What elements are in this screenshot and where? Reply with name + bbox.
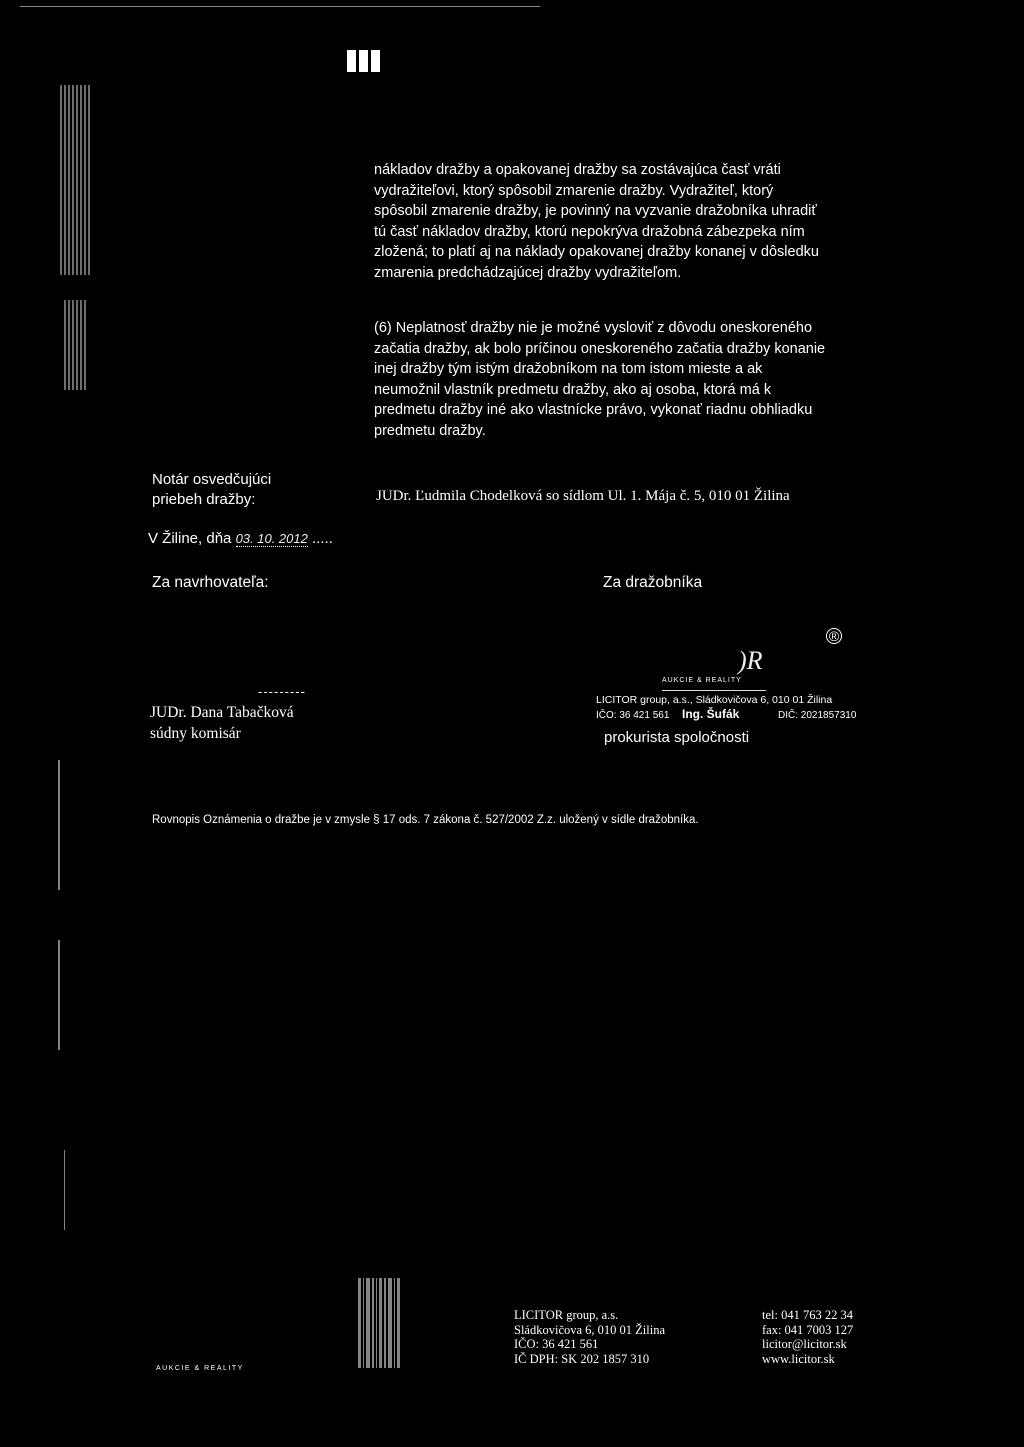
paragraph-costs	[374, 160, 874, 283]
paragraph-line: začatia dražby, ak bolo príčinou oneskoreného začatia dražby konanie	[374, 340, 826, 357]
proposer-role: súdny komisár	[150, 725, 241, 742]
paragraph-line: spôsobil zmarenie dražby, je povinný na vyzvanie dražobníka uhradiť	[374, 203, 817, 219]
paragraph-line: neumožnil vlastník predmetu dražby, ako aj osoba, ktorá má k	[374, 381, 772, 398]
auctioneer-label: Za dražobníka	[603, 574, 703, 591]
stamp-dic: DIČ: 2021857310	[778, 710, 857, 721]
place-date-dots: .....	[312, 530, 333, 547]
registered-mark-icon: ®	[826, 628, 842, 644]
stamp-glyph: )R	[738, 646, 763, 675]
place-date	[148, 530, 333, 547]
footer-fax: fax: 041 7003 127	[762, 1322, 854, 1337]
footer-contact	[762, 1308, 853, 1366]
top-rule	[20, 6, 540, 7]
paragraph-line: zložená; to platí aj na náklady opakovanej dražby konanej v dôsledku	[374, 244, 819, 260]
paragraph-line: inej dražby tým istým dražobníkom na tom istom mieste a ak	[374, 361, 763, 377]
handwritten-date: 03. 10. 2012	[235, 531, 308, 546]
scan-noise-left-2	[64, 300, 86, 390]
proposer-name: JUDr. Dana Tabačková	[150, 704, 294, 721]
place-date-prefix: V Žiline, dňa	[148, 530, 232, 547]
scan-line-left	[58, 760, 60, 890]
footer-company-line: IČ DPH: SK 202 1857 310	[514, 1351, 650, 1366]
footer-company-line: IČO: 36 421 561	[514, 1337, 599, 1351]
stamp-line1: LICITOR group, a.s., Sládkovičova 6, 010 01 Žilina	[596, 694, 833, 706]
notary-label	[152, 470, 271, 510]
stamp-rule	[662, 690, 766, 691]
paragraph-6	[374, 318, 874, 441]
scan-line-left-2	[58, 940, 60, 1050]
footer-brand: AUKCIE & REALITY	[156, 1365, 244, 1372]
proposer-signature-line: ---------	[258, 684, 306, 699]
notary-label-line2: priebeh dražby:	[152, 491, 256, 508]
proposer-label: Za navrhovateľa:	[152, 574, 269, 591]
paragraph-line: zmarenia predchádzajúcej dražby vydražiteľom.	[374, 264, 682, 281]
stamp-line2: IČO: 36 421 561	[596, 710, 670, 721]
paragraph-line: tú časť nákladov dražby, ktorú nepokrýva dražobná zábezpeka ním	[374, 223, 805, 240]
footer-email: licitor@licitor.sk	[762, 1337, 847, 1351]
deposit-note: Rovnopis Oznámenia o dražbe je v zmysle § 17 ods. 7 zákona č. 527/2002 Z.z. uložený v sídle dražobníka.	[152, 814, 699, 826]
paragraph-line: (6) Neplatnosť dražby nie je možné vysloviť z dôvodu oneskoreného	[374, 320, 813, 336]
footer-company-line: Sládkovičova 6, 010 01 Žilina	[514, 1322, 666, 1337]
three-squares-icon	[347, 50, 383, 77]
footer-website: www.licitor.sk	[762, 1351, 835, 1366]
scan-noise-left	[60, 85, 90, 275]
paragraph-line: nákladov dražby a opakovanej dražby sa zostávajúca časť vráti	[374, 162, 781, 178]
notary-label-line1: Notár osvedčujúci	[152, 471, 272, 488]
scan-line-left-3	[64, 1150, 65, 1230]
footer-phone: tel: 041 763 22 34	[762, 1308, 853, 1322]
paragraph-line: predmetu dražby.	[374, 422, 486, 439]
paragraph-line: vydražiteľovi, ktorý spôsobil zmarenie dražby. Vydražiteľ, ktorý	[374, 182, 774, 199]
stamp-name: Ing. Šufák	[682, 707, 740, 721]
paragraph-line: predmetu dražby iné ako vlastnícke právo, vykonať riadnu obhliadku	[374, 402, 813, 418]
footer-company-line: LICITOR group, a.s.	[514, 1308, 619, 1322]
footer-company	[514, 1308, 665, 1366]
notary-value: JUDr. Ľudmila Chodelková so sídlom Ul. 1. Mája č. 5, 010 01 Žilina	[376, 488, 790, 504]
auctioneer-signatory: prokurista spoločnosti	[604, 729, 750, 746]
stamp-brand: AUKCIE & REALITY	[662, 677, 742, 684]
footer-barcode-icon	[358, 1278, 406, 1368]
